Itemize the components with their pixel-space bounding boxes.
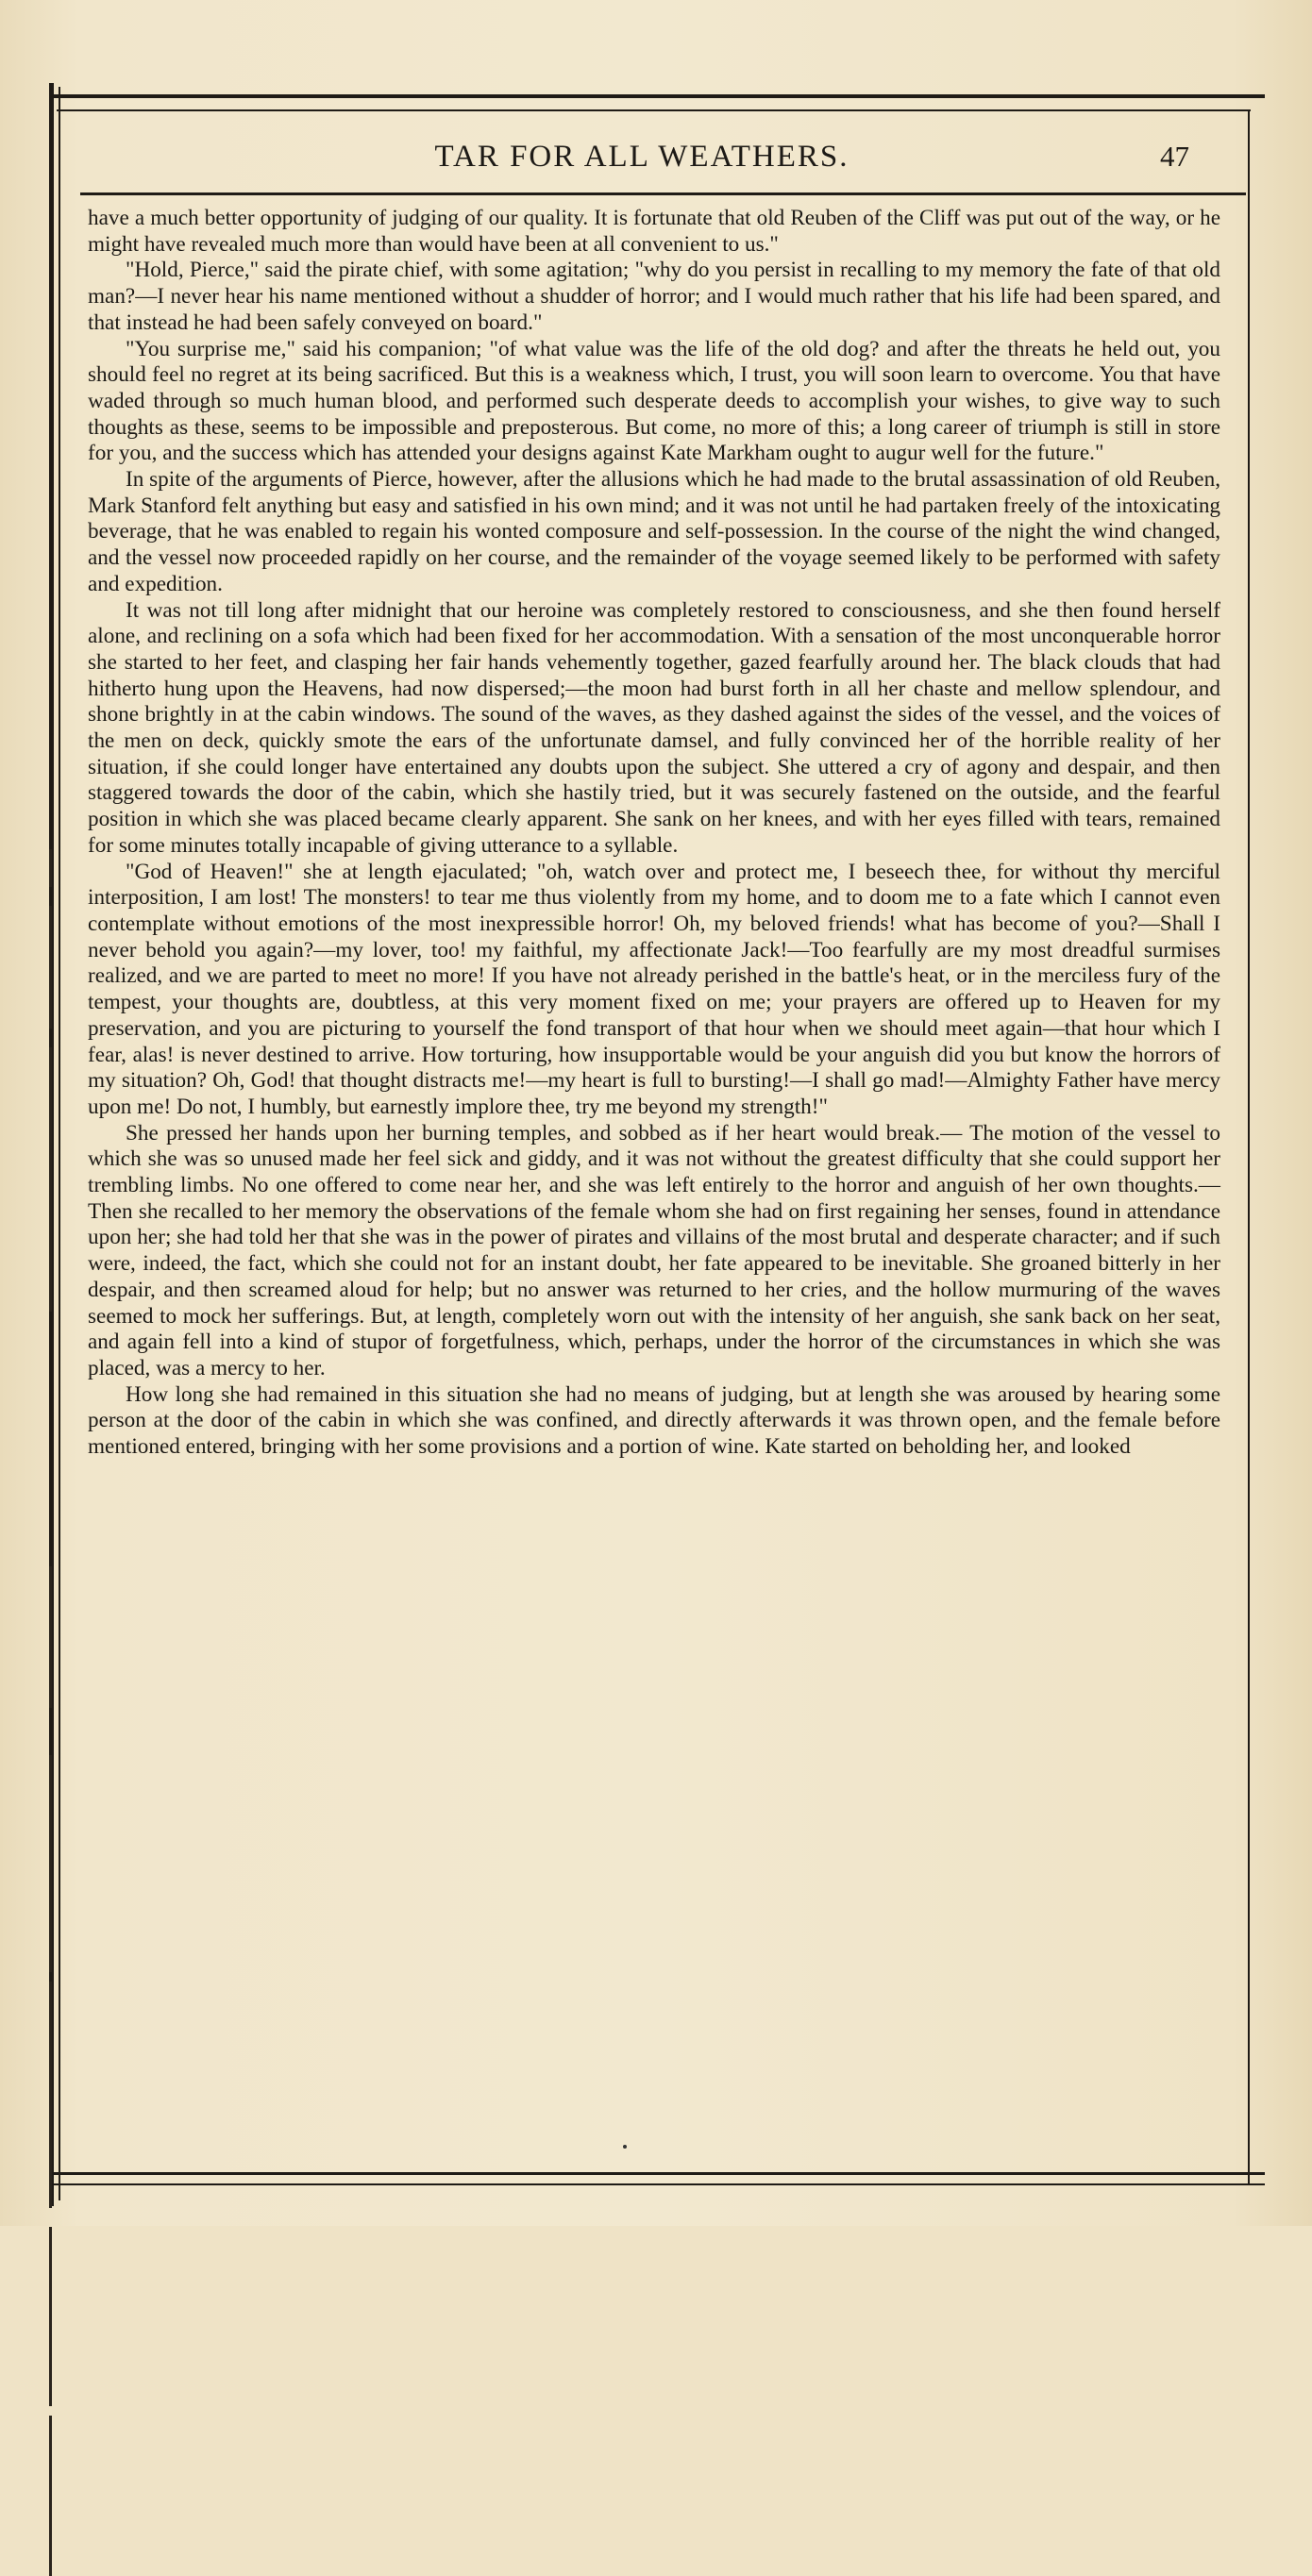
paragraph: have a much better opportunity of judging of our quality. It is fortunate that old Reuben of the Cliff was put out of the way, or he might have revealed much more than would have been at all convenient to us." [88, 206, 1220, 257]
margin-mark [49, 906, 52, 1029]
bottom-rule-thin [52, 2183, 1265, 2185]
ink-dot [623, 2145, 627, 2149]
page-header [76, 140, 1208, 181]
bottom-rule [52, 2172, 1265, 2175]
margin-marks [21, 566, 68, 2170]
right-border-rule [1248, 109, 1250, 2185]
running-title: TAR FOR ALL WEATHERS. [434, 140, 849, 174]
paragraph: In spite of the arguments of Pierce, however, after the allusions which he had made to the brutal assassination of old Reuben, Mark Stanford felt anything but easy and satisfied in his own mind; and it was not until he had partaken freely of the intoxicating beverage, that he was enabled to regain his wonted composure and self-possession. In the course of the night the wind changed, and the vessel now proceeded rapidly on her course, and the remainder of the voyage seemed likely to be performed with safety and expedition. [88, 467, 1220, 596]
margin-mark [49, 1755, 52, 1972]
margin-mark [49, 2416, 52, 2576]
paragraph: She pressed her hands upon her burning temples, and sobbed as if her heart would break.— The motion of the vessel to which she was so unused made her feel sick and giddy, and it was not without the greatest difficulty that she could support her trembling limbs. No one offered to come near her, and she was left entirely to the horror and anguish of her own thoughts.— Then she recalled to her memory the observations of the female whom she had on first regaining her senses, found in attendance upon her; she had told her that she was in the power of pirates and villains of the most brutal and desperate character; and if such were, indeed, the fact, which she could not for an instant doubt, her fate appeared to be inevitable. She groaned bitterly in her despair, and then screamed aloud for help; but no answer was returned to her cries, and the hollow murmuring of the waves seemed to mock her sufferings. But, at length, completely worn out with the intensity of her anguish, she sank back on her seat, and again fell into a kind of stupor of forgetfulness, which, perhaps, under the horror of the circumstances in which she was placed, was a mercy to her. [88, 1120, 1220, 1380]
paragraph: How long she had remained in this situation she had no means of judging, but at length she was aroused by hearing some person at the door of the cabin in which she was confined, and directly afterwards it was thrown open, and the female before mentioned entered, bringing with her some provisions and a portion of wine. Kate started on beholding her, and looked [88, 1381, 1220, 1460]
margin-mark [49, 2227, 52, 2406]
paragraph: "Hold, Pierce," said the pirate chief, with some agitation; "why do you persist in recalling to my memory the fate of that old man?—I never hear his name mentioned without a shudder of horror; and I would much rather that his life had been spared, and that instead he had been safely conveyed on board." [88, 258, 1220, 335]
paragraph: "You surprise me," said his companion; "of what value was the life of the old dog? and after the threats he held out, you should feel no regret at its being sacrificed. But this is a weakness which, I trust, you will soon learn to overcome. You that have waded through so much human blood, and performed such desperate deeds to accomplish your wishes, to give way to such thoughts as these, seems to be impossible and preposterous. But come, no more of this; a long career of triumph is still in store for you, and the success which has attended your designs against Kate Markham ought to augur well for the future." [88, 336, 1220, 466]
margin-mark [49, 849, 52, 887]
paragraph: "God of Heaven!" she at length ejaculated; "oh, watch over and protect me, I beseech thee, for without thy merciful interposition, I am lost! The monsters! to tear me thus violently from my home, and to doom me to a fate which I cannot even contemplate without emotions of the most inexpressible horror! Oh, my beloved friends! what has become of you?—Shall I never behold you again?—my lover, too! my faithful, my affectionate Jack!—Too fearfully are my most dreadful surmises realized, and we are parted to meet no more! If you have not already perished in the battle's heat, or in the merciless fury of the tempest, your thoughts are, doubtless, at this very moment fixed on me; your prayers are offered up to Heaven for my preservation, and you are picturing to yourself the fond transport of that hour when we should meet again—that hour which I fear, alas! is never destined to arrive. How torturing, how insupportable would be your anguish did you but know the horrors of my situation? Oh, God! that thought distracts me!—my heart is full to bursting!—I shall go mad!—Almighty Father have mercy upon me! Do not, I humbly, but earnestly implore thee, try me beyond my strength!" [88, 859, 1220, 1119]
top-rule [52, 94, 1265, 98]
page-number: 47 [1160, 140, 1189, 173]
header-rule [80, 192, 1246, 195]
margin-mark [49, 1047, 52, 1312]
margin-mark [49, 1566, 52, 1708]
body-text [88, 206, 1220, 1461]
paragraph: It was not till long after midnight that our heroine was completely restored to consciousness, and she then found herself alone, and reclining on a sofa which had been fixed for her accommodation. With a sensation of the most unconquerable horror she started to her feet, and clasping her fair hands vehemently together, gazed fearfully around her. The black clouds that had hitherto hung upon the Heavens, had now dispersed;—the moon had burst forth in all her chaste and mellow splendour, and shone brightly in at the cabin windows. The sound of the waves, as they dashed against the sides of the vessel, and the voices of the men on deck, quickly smote the ears of the unfortunate damsel, and fully convinced her of the horrible reality of her situation, if she could longer have entertained any doubts upon the subject. She uttered a cry of agony and despair, and then staggered towards the door of the cabin, which she hastily tried, but it was securely fastened on the outside, and the fearful position in which she was placed became clearly apparent. She sank on her knees, and with her eyes filled with tears, remained for some minutes totally incapable of giving utterance to a syllable. [88, 597, 1220, 858]
top-rule-thin [57, 109, 1251, 111]
